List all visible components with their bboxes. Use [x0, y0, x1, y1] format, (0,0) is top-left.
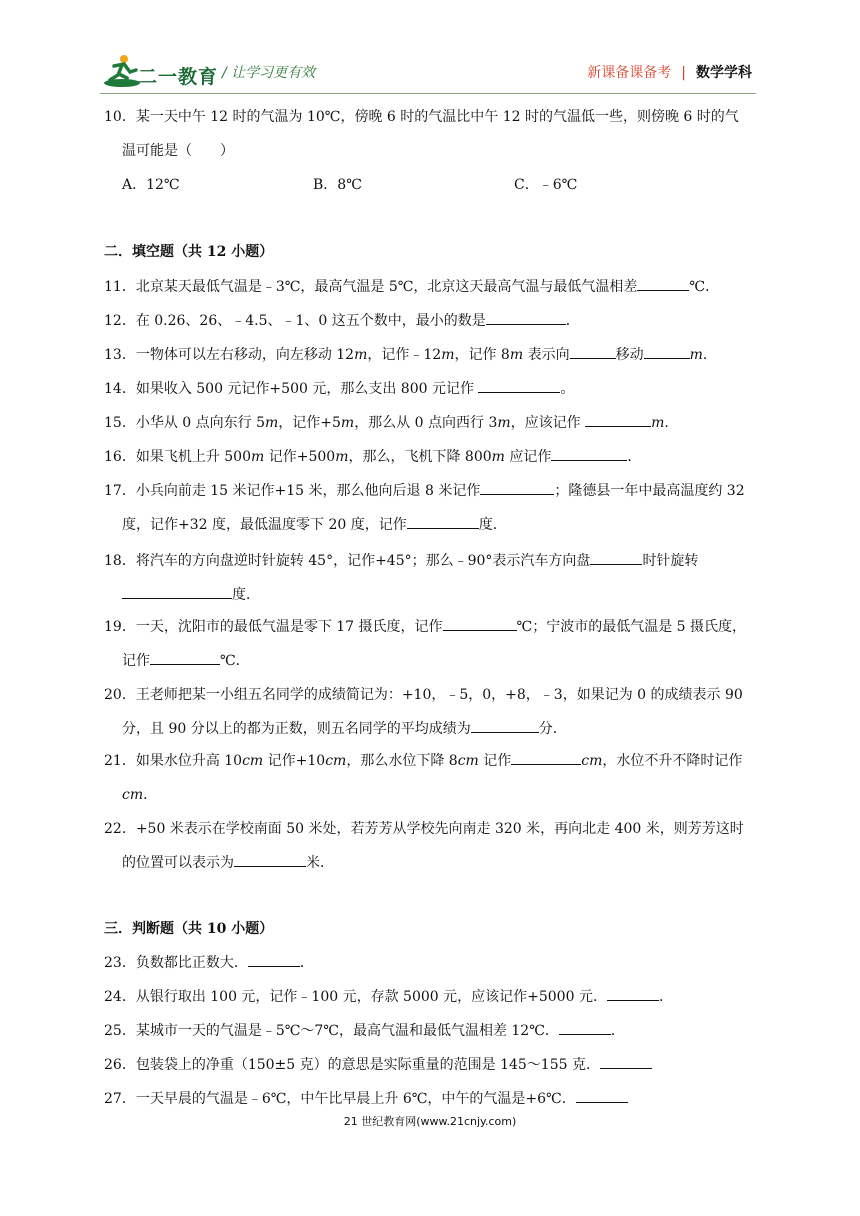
q13-text-c: ，记作 8 — [454, 347, 510, 363]
answer-blank — [478, 378, 560, 393]
answer-blank — [486, 310, 566, 325]
question-21-line2 — [122, 784, 157, 804]
q19-text-c: 记作 — [122, 653, 150, 669]
answer-blank — [607, 986, 659, 1001]
q18-text-a: 18．将汽车的方向盘逆时针旋转 45°，记作+45°；那么﹣90°表示汽车方向盘 — [104, 553, 591, 569]
question-15 — [104, 412, 678, 432]
q24-end: ． — [658, 989, 673, 1005]
q13-end: ． — [702, 347, 717, 363]
q10-option-c: C．﹣6℃ — [514, 177, 578, 193]
q10-line1: 10．某一天中午 12 时的气温为 10℃，傍晚 6 时的气温比中午 12 时的气温低一些，则傍晚 6 时的气 — [104, 109, 739, 125]
header-divider — [100, 93, 756, 94]
q23-text: 23．负数都比正数大． — [104, 955, 248, 971]
header-course-text: 新课备课备考 — [587, 65, 672, 81]
answer-blank — [150, 650, 220, 665]
q10-option-b: B．8℃ — [313, 177, 362, 193]
unit-m: m — [689, 347, 703, 363]
q15-end: ． — [664, 415, 679, 431]
unit-m: m — [651, 415, 665, 431]
q17-end: 度． — [478, 517, 507, 533]
q16-text-c: ，那么，飞机下降 800 — [348, 449, 492, 465]
question-20-line1: 20．王老师把某一小组五名同学的成绩简记为：+10，﹣5，0，+8，﹣3，如果记为 0 的成绩表示 90 — [104, 687, 743, 703]
q13-text-a: 13．一物体可以左右移动，向左移动 12 — [104, 347, 355, 363]
answer-blank — [471, 718, 539, 733]
answer-blank — [590, 550, 642, 565]
q20-end: 分． — [538, 721, 567, 737]
unit-m: m — [251, 449, 265, 465]
q22-end: 米． — [306, 855, 334, 871]
q20-text-b: 分，且 90 分以上的都为正数，则五名同学的平均成绩为 — [122, 721, 471, 737]
answer-blank — [551, 446, 627, 461]
unit-m: m — [335, 449, 349, 465]
q17-text-a: 17．小兵向前走 15 米记作+15 米，那么他向后退 8 米记作 — [104, 483, 481, 499]
question-22-line1: 22．+50 米表示在学校南面 50 米处，若芳芳从学校先向南走 320 米，再向北走 400 米，则芳芳这时 — [104, 821, 744, 837]
q21-text-e: ，水位不升不降时记作 — [602, 753, 743, 769]
question-19-line2 — [122, 650, 250, 670]
q15-text-c: ，那么从 0 点向西行 3 — [354, 415, 498, 431]
unit-m: m — [441, 347, 455, 363]
q13-text-d: 表示向 — [523, 347, 570, 363]
q17-text-c: 度，记作+32 度，最低温度零下 20 度，记作 — [122, 517, 407, 533]
question-24 — [104, 986, 673, 1006]
q13-text-b: ，记作﹣12 — [367, 347, 442, 363]
q18-end: 度． — [232, 587, 260, 603]
question-21-line1 — [104, 750, 742, 770]
q14-text: 14．如果收入 500 元记作+500 元，那么支出 800 元记作 — [104, 381, 479, 397]
q21-text-a: 21．如果水位升高 10 — [104, 753, 243, 769]
q21-text-b: 记作+10 — [263, 753, 326, 769]
q16-text-b: 记作+500 — [264, 449, 336, 465]
question-12 — [104, 310, 580, 330]
answer-blank — [122, 584, 232, 599]
unit-cm: cm — [242, 753, 264, 769]
question-20-line2 — [122, 718, 567, 738]
header-separator: | — [681, 65, 686, 81]
unit-cm: cm — [325, 753, 347, 769]
question-13 — [104, 344, 717, 364]
q10-option-a: A．12℃ — [122, 177, 180, 193]
q15-text-d: ，应该记作 — [510, 415, 586, 431]
unit-m: m — [354, 347, 368, 363]
logo-text: 二一教育 — [138, 66, 219, 88]
q23-end: ． — [299, 955, 314, 971]
answer-blank — [407, 514, 479, 529]
answer-blank — [559, 1020, 611, 1035]
answer-blank — [585, 412, 651, 427]
q15-text-b: ，记作+5 — [278, 415, 341, 431]
q14-end: 。 — [560, 381, 575, 397]
answer-blank — [576, 1088, 628, 1103]
unit-m: m — [497, 415, 511, 431]
answer-blank — [600, 1054, 652, 1069]
answer-blank — [570, 344, 616, 359]
q27-text: 27．一天早晨的气温是﹣6℃，中午比早晨上升 6℃，中午的气温是+6℃． — [104, 1091, 576, 1107]
question-22-line2 — [122, 852, 334, 872]
unit-cm: cm — [581, 753, 603, 769]
runner-logo-icon — [100, 52, 140, 90]
q15-text-a: 15．小华从 0 点向东行 5 — [104, 415, 265, 431]
question-23 — [104, 952, 314, 972]
q21-text-c: ，那么水位下降 8 — [346, 753, 458, 769]
q13-text-e: 移动 — [615, 347, 644, 363]
q25-text: 25．某城市一天的气温是﹣5℃～7℃，最高气温和最低气温相差 12℃． — [104, 1023, 559, 1039]
page-header — [0, 0, 860, 95]
q19-text-a: 19．一天，沈阳市的最低气温是零下 17 摄氏度，记作 — [104, 619, 443, 635]
question-11 — [104, 276, 719, 296]
question-25 — [104, 1020, 625, 1040]
question-17-line1 — [104, 480, 745, 500]
question-18-line1 — [104, 550, 698, 570]
q17-text-b: ；隆德县一年中最高温度约 32 — [554, 483, 745, 499]
section-heading-true-false: 三．判断题（共 10 小题） — [104, 921, 274, 937]
question-14 — [104, 378, 574, 398]
q12-end: ． — [565, 313, 580, 329]
answer-blank — [644, 344, 690, 359]
question-26 — [104, 1054, 652, 1074]
q11-text: 11．北京某天最低气温是﹣3℃，最高气温是 5℃，北京这天最高气温与最低气温相差 — [104, 279, 638, 295]
q21-end: ． — [143, 787, 158, 803]
answer-blank — [511, 750, 581, 765]
logo — [100, 52, 219, 90]
unit-m: m — [264, 415, 279, 431]
q16-end: ． — [627, 449, 642, 465]
header-subject: 数学学科 — [696, 65, 752, 81]
question-16 — [104, 446, 641, 466]
question-19-line1 — [104, 616, 746, 636]
answer-blank — [234, 852, 306, 867]
section-heading-fill-blank: 二．填空题（共 12 小题） — [104, 244, 274, 260]
q18-text-b: 时针旋转 — [642, 553, 699, 569]
unit-m: m — [340, 415, 355, 431]
q12-text: 12．在 0.26、26、﹣4.5、﹣1、0 这五个数中，最小的数是 — [104, 313, 486, 329]
question-17-line2 — [122, 514, 507, 534]
slogan: / 让学习更有效 — [222, 65, 316, 81]
q19-end: ℃． — [220, 653, 250, 669]
q19-text-b: ℃；宁波市的最低气温是 5 摄氏度， — [516, 619, 746, 635]
page-footer: 21 世纪教育网(www.21cnjy.com) — [343, 1115, 517, 1128]
answer-blank — [637, 276, 689, 291]
q24-text: 24．从银行取出 100 元，记作﹣100 元，存款 5000 元，应该记作+5000 元． — [104, 989, 607, 1005]
q21-text-d: 记作 — [478, 753, 512, 769]
answer-blank — [443, 616, 517, 631]
q26-text: 26．包装袋上的净重（150±5 克）的意思是实际重量的范围是 145～155 克． — [104, 1057, 600, 1073]
q25-end: ． — [610, 1023, 625, 1039]
question-27 — [104, 1088, 628, 1108]
question-18-line2 — [122, 584, 260, 604]
q11-end: ℃． — [689, 279, 720, 295]
unit-cm: cm — [457, 753, 479, 769]
unit-cm: cm — [122, 787, 144, 803]
q22-text-b: 的位置可以表示为 — [122, 855, 234, 871]
q10-line2: 温可能是（ ） — [122, 143, 234, 159]
answer-blank — [248, 952, 300, 967]
unit-m: m — [509, 347, 524, 363]
header-right — [587, 62, 752, 82]
unit-m: m — [491, 449, 505, 465]
q16-text-a: 16．如果飞机上升 500 — [104, 449, 251, 465]
answer-blank — [480, 480, 554, 495]
q16-text-d: 应记作 — [504, 449, 552, 465]
